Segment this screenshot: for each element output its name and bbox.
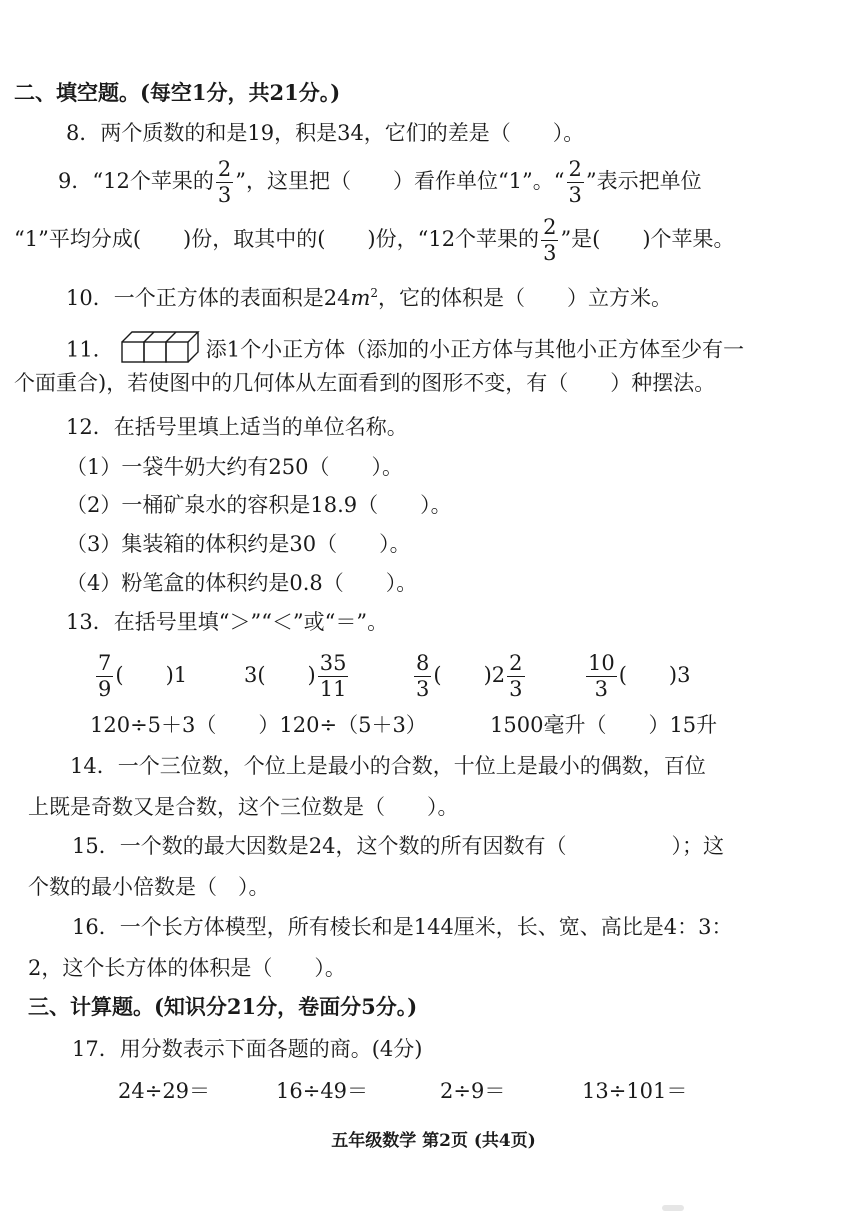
section-3-heading: 三、计算题。(知识分21分，卷面分5分。) [28,994,418,1019]
q9-fraction-c: $\frac{2}{3}$ [543,215,557,265]
question-10 [66,278,672,313]
question-8: 8．两个质数的和是19，积是34，它们的差是（ ）。 [66,121,585,145]
question-14-line-2: 上既是奇数又是合数，这个三位数是（ ）。 [28,795,459,819]
q17-item-4: 13÷101＝ [582,1079,688,1103]
q13-compare-4: $\frac{10}{3}$ ( )3 [588,651,691,701]
question-9-line-1 [58,158,702,206]
question-16-line-2: 2，这个长方体的体积是（ ）。 [28,956,346,980]
q10-unit-exponent: 2 [370,286,379,300]
q9-fraction-a: $\frac{2}{3}$ [217,157,232,207]
q9-text-2: ”，这里把（ ）看作单位“1”。“ [235,169,565,193]
q11-text-1: 添1个小正方体（添加的小正方体与其他小正方体至少有一 [205,337,745,362]
page-footer: 五年级数学 第2页 (共4页) [331,1131,536,1151]
question-17-title: 17．用分数表示下面各题的商。(4分) [72,1037,423,1061]
q17-item-3: 2÷9＝ [440,1079,506,1103]
cube-figure [120,330,200,372]
q13-compare-6: 1500毫升（ ）15升 [490,713,718,737]
q13-compare-2: 3( ) $\frac{35}{11}$ [244,651,347,701]
question-15-line-2: 个数的最小倍数是（ ）。 [28,875,270,899]
question-13-title: 13．在括号里填“＞”“＜”或“＝”。 [66,610,389,634]
q9-text-1: 9．“12个苹果的 [58,169,214,193]
scan-mark [662,1205,684,1211]
question-16-line-1: 16．一个长方体模型，所有棱长和是144厘米，长、宽、高比是4：3： [72,915,733,939]
question-12-item-3: （3）集装箱的体积约是30（ ）。 [66,532,411,556]
section-2-heading: 二、填空题。(每空1分，共21分。) [14,80,341,105]
q10-text-2: ，它的体积是（ ）立方米。 [378,286,673,310]
question-12-item-2: （2）一桶矿泉水的容积是18.9（ ）。 [66,493,452,517]
q11-number: 11． [66,337,114,362]
question-12-title: 12．在括号里填上适当的单位名称。 [66,415,408,439]
q9-text-4: “1”平均分成( )份，取其中的( )份，“12个苹果的 [14,227,540,251]
question-11-line-1 [66,330,744,372]
q13-compare-5: 120÷5＋3（ ）120÷（5＋3） [90,713,427,737]
question-12-item-4: （4）粉笔盒的体积约是0.8（ ）。 [66,571,418,595]
q9-text-5: ”是( )个苹果。 [560,227,735,251]
q9-fraction-b: $\frac{2}{3}$ [568,157,582,207]
q13-compare-3: $\frac{8}{3}$ ( )2 $\frac{2}{3}$ [416,651,523,701]
q9-text-3: ”表示把单位 [585,169,702,193]
q17-item-2: 16÷49＝ [276,1079,369,1103]
question-12-item-1: （1）一袋牛奶大约有250（ ）。 [66,455,403,479]
question-15-line-1: 15．一个数的最大因数是24，这个数的所有因数有（ ）；这 [72,834,724,858]
question-11-line-2: 个面重合)，若使图中的几何体从左面看到的图形不变，有（ ）种摆法。 [14,371,716,395]
question-9-line-2 [14,216,735,264]
q17-item-1: 24÷29＝ [118,1079,211,1103]
q10-text-1: 10．一个正方体的表面积是24 [66,286,351,310]
q13-compare-1: $\frac{7}{9}$ ( )1 [98,651,188,701]
q10-unit: m [350,286,371,310]
question-14-line-1: 14．一个三位数，个位上是最小的合数，十位上是最小的偶数，百位 [70,754,706,778]
